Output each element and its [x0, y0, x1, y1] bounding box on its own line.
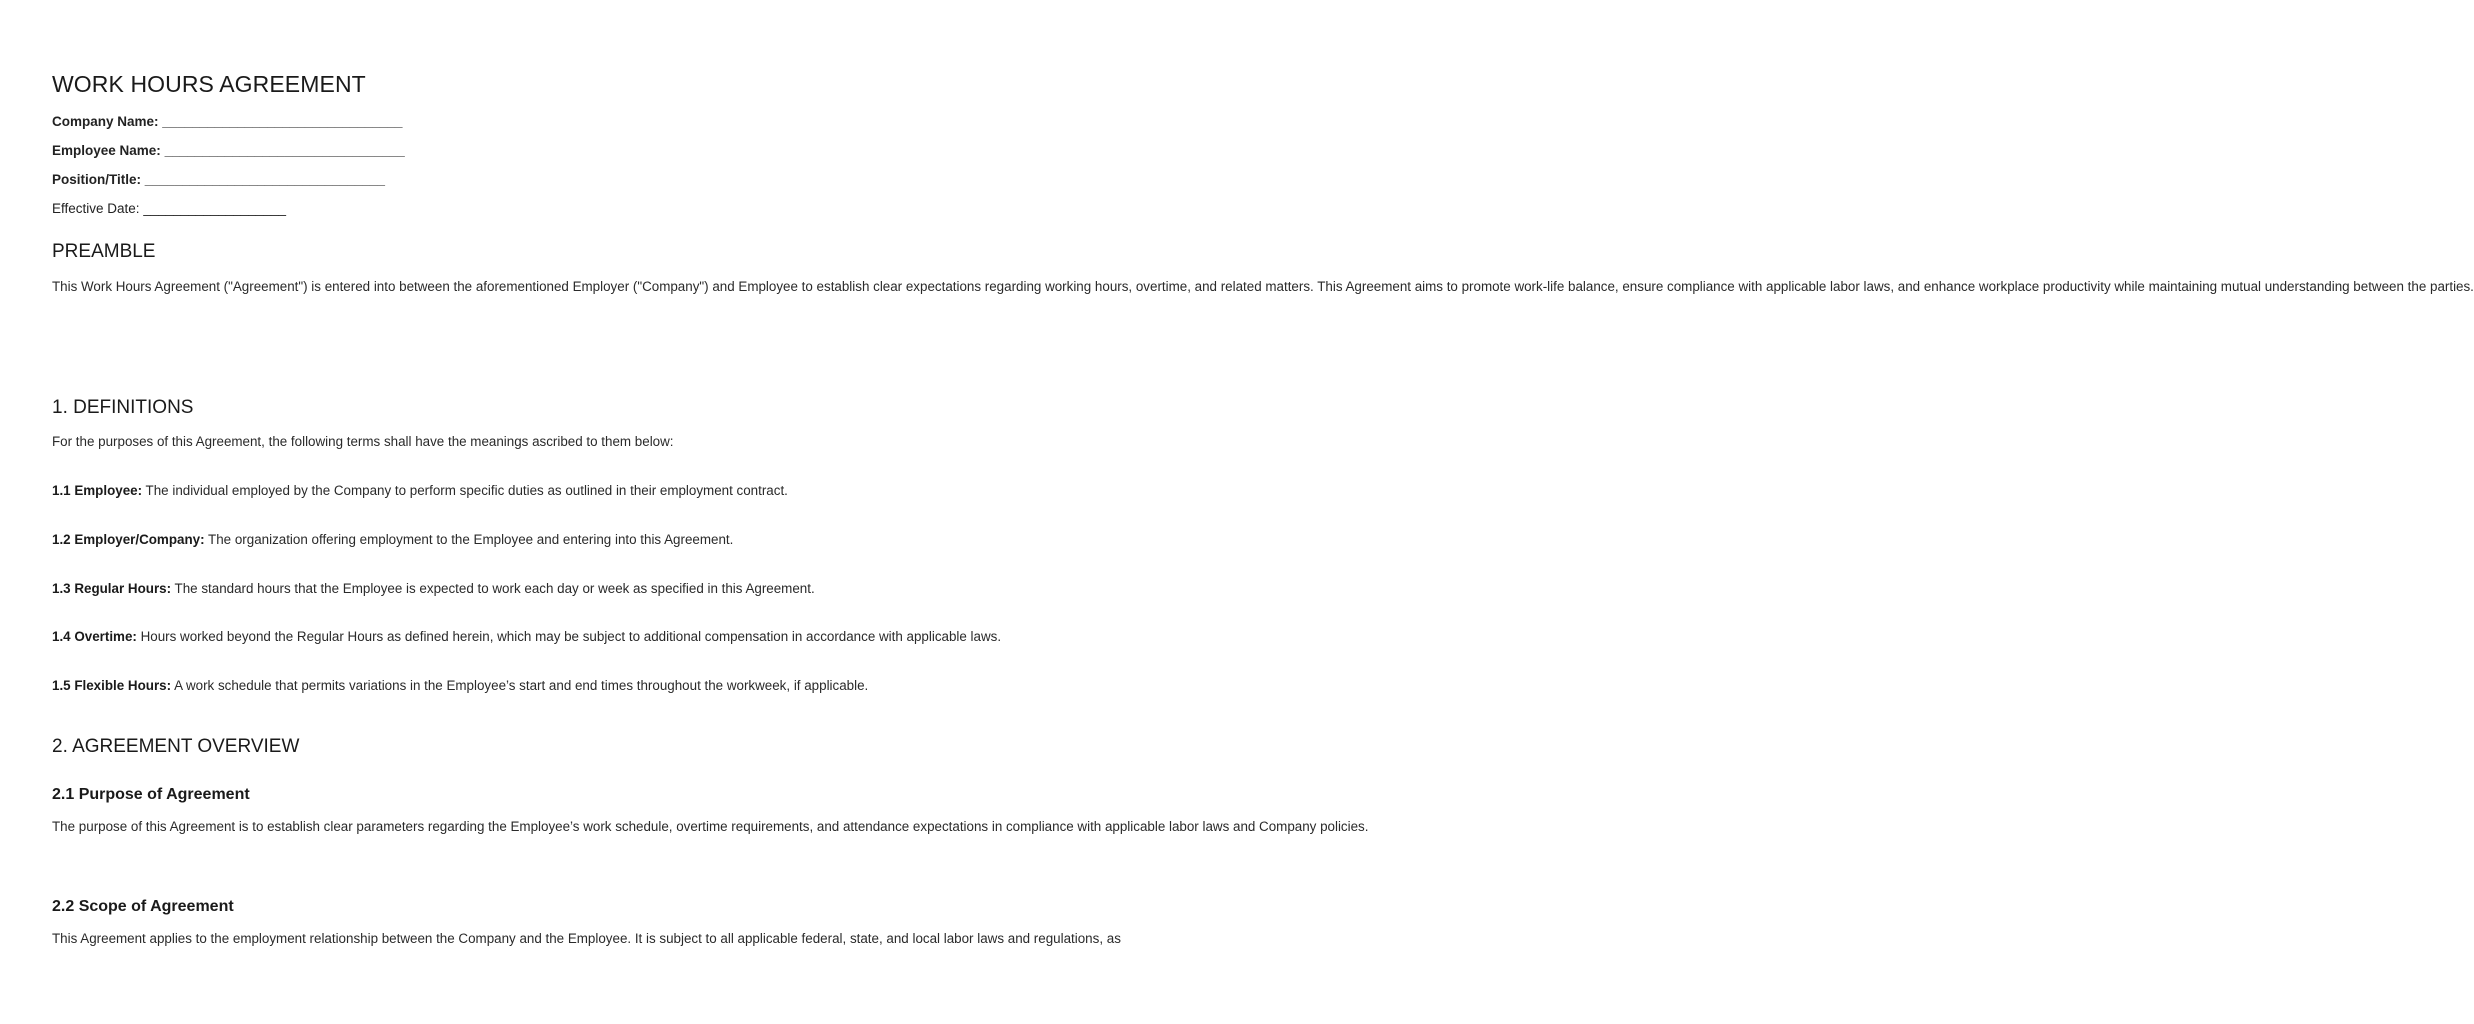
- document-title: WORK HOURS AGREEMENT: [52, 71, 366, 97]
- definition-item: [52, 579, 815, 599]
- scope-subheading: 2.2 Scope of Agreement: [52, 898, 234, 915]
- position-title-label: Position/Title:: [52, 172, 142, 187]
- definition-term: 1.5 Flexible Hours:: [52, 678, 172, 693]
- effective-date-blank: ___________________: [143, 201, 286, 216]
- position-title-blank: ________________________________: [144, 172, 386, 187]
- definitions-heading: 1. DEFINITIONS: [52, 397, 194, 418]
- definitions-intro: For the purposes of this Agreement, the following terms shall have the meanings ascribed to them below:: [52, 434, 674, 449]
- definition-text: Hours worked beyond the Regular Hours as defined herein, which may be subject to additional compensation in accordance with applicable laws.: [140, 629, 1002, 644]
- definition-item: [52, 676, 869, 696]
- employee-name-blank: ________________________________: [164, 143, 405, 158]
- definition-item: [52, 481, 788, 501]
- definition-text: The organization offering employment to the Employee and entering into this Agreement.: [208, 532, 734, 547]
- definition-term: 1.4 Overtime:: [52, 629, 137, 644]
- purpose-text: The purpose of this Agreement is to establish clear parameters regarding the Employee’s work schedule, overtime requirements, and attendance expectations in compliance with applicable labor laws and Company policies.: [52, 819, 1369, 834]
- position-title-field: [52, 172, 385, 187]
- overview-heading: 2. AGREEMENT OVERVIEW: [52, 736, 300, 757]
- definition-item: [52, 627, 1002, 647]
- employee-name-field: [52, 143, 405, 158]
- definition-term: 1.2 Employer/Company:: [52, 532, 205, 547]
- definition-item: [52, 530, 734, 550]
- purpose-subheading: 2.1 Purpose of Agreement: [52, 786, 250, 803]
- company-name-label: Company Name:: [52, 114, 159, 129]
- effective-date-field: [52, 201, 286, 216]
- preamble-heading: PREAMBLE: [52, 241, 156, 262]
- company-name-blank: ________________________________: [162, 114, 403, 129]
- employee-name-label: Employee Name:: [52, 143, 161, 158]
- definition-text: The individual employed by the Company to perform specific duties as outlined in their employment contract.: [145, 483, 788, 498]
- definition-text: The standard hours that the Employee is expected to work each day or week as specified in this Agreement.: [174, 581, 815, 596]
- scope-text: This Agreement applies to the employment relationship between the Company and the Employee. It is subject to all applicable federal, state, and local labor laws and regulations, as: [52, 931, 1121, 946]
- company-name-field: [52, 114, 403, 129]
- preamble-text: This Work Hours Agreement ("Agreement") is entered into between the aforementioned Employer ("Company") and Employee to establish clear expectations regarding working hours, overtime, and related matters. This Agreement aims to promote work-life balance, ensure compliance with applicable labor laws, and enhance workplace productivity while maintaining mutual understanding between the parties.: [52, 279, 2474, 294]
- definition-text: A work schedule that permits variations in the Employee’s start and end times throughout the workweek, if applicable.: [174, 678, 869, 693]
- definition-term: 1.3 Regular Hours:: [52, 581, 172, 596]
- effective-date-label: Effective Date:: [52, 201, 140, 216]
- definition-term: 1.1 Employee:: [52, 483, 143, 498]
